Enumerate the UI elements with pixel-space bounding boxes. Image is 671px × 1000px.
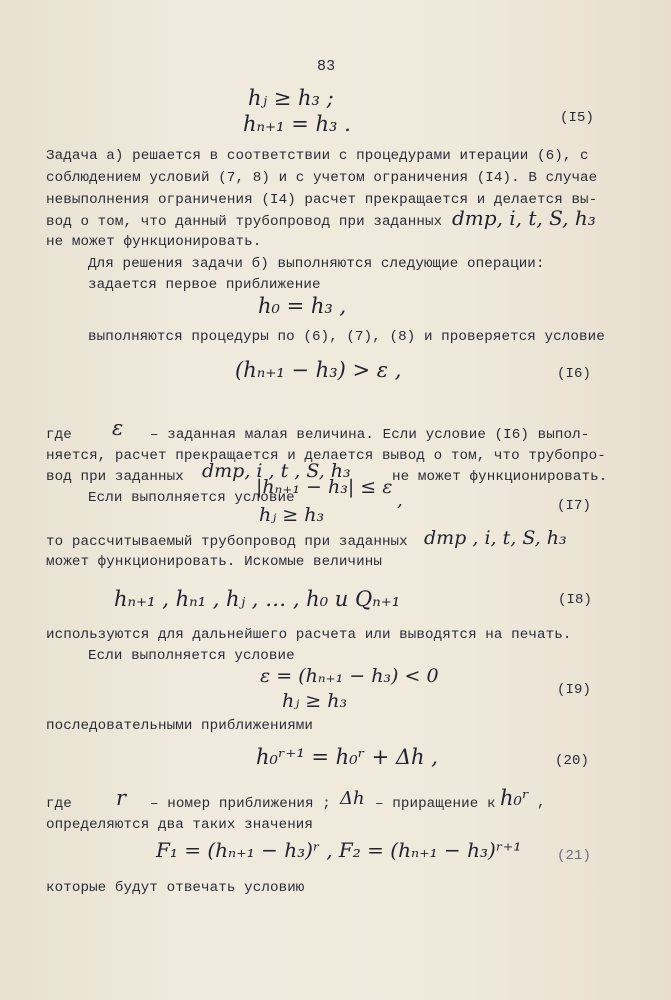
inline-formula-params: dтр, i , t , S, h₃ [202, 460, 351, 482]
equation-number-15: (I5) [560, 110, 595, 126]
paragraph-line-start: то рассчитываемый трубопровод при заданных [46, 534, 408, 550]
equation-number-21: (21) [557, 848, 592, 864]
inline-formula-params: dтр , i, t, S, h₃ [424, 527, 567, 549]
formula-19-line1: ε = (hₙ₊₁ − h₃) < 0 [260, 665, 439, 687]
paragraph-line: вод о том, что данный трубопровод при заданных [46, 214, 443, 230]
epsilon-symbol: ε [112, 416, 124, 440]
paragraph-line: может функционировать. Искомые величины [46, 554, 382, 570]
paragraph-line: не может функционировать. [46, 234, 262, 250]
formula-first-approximation: h₀ = h₃ , [258, 294, 347, 318]
equation-number-19: (I9) [557, 682, 592, 698]
formula-17-line2: hⱼ ≥ h₃ [259, 504, 325, 526]
paragraph-line: задается первое приближение [88, 277, 321, 293]
delta-h-symbol: Δh [340, 788, 365, 809]
equation-number-20: (20) [555, 753, 590, 769]
paragraph-line-start: где [46, 796, 72, 812]
paragraph-line-start: вод при заданных [46, 469, 184, 485]
page-number: 83 [317, 58, 336, 75]
formula-15-line1: hⱼ ≥ h₃ ; [248, 86, 334, 110]
paragraph-line: невыполнения ограничения (I4) расчет прекращается и делается вы- [46, 192, 598, 208]
paragraph-line: Если выполняется условие [88, 490, 295, 506]
formula-21: F₁ = (hₙ₊₁ − h₃)ʳ , F₂ = (hₙ₊₁ − h₃)ʳ⁺¹ [156, 838, 522, 862]
r-symbol: r [116, 786, 127, 810]
formula-20: h₀ʳ⁺¹ = h₀ʳ + Δh , [256, 745, 438, 769]
paragraph-line: , [537, 795, 546, 811]
paragraph-line: Для решения задачи б) выполняются следующие операции: [88, 256, 545, 272]
paragraph-line: определяются два таких значения [46, 817, 314, 833]
paragraph-line: Если выполняется условие [88, 648, 295, 664]
equation-number-16: (I6) [557, 366, 592, 382]
paragraph-line: Задача а) решается в соответствии с процедурами итерации (6), с [46, 148, 589, 164]
paragraph-line: – заданная малая величина. Если условие (I6) выпол- [150, 427, 590, 443]
h0-r-symbol: h₀ʳ [500, 786, 530, 810]
formula-15-line2: hₙ₊₁ = h₃ . [243, 112, 351, 136]
formula-17-line1: |hₙ₊₁ − h₃| ≤ ε [256, 476, 393, 498]
paragraph-line: – приращение к [375, 796, 496, 812]
equation-number-18: (I8) [558, 592, 593, 608]
paragraph-line: няется, расчет прекращается и делается вывод о том, что трубопро- [46, 448, 606, 464]
paragraph-line-start: где [46, 427, 72, 443]
formula-19-line2: hⱼ ≥ h₃ [282, 690, 348, 712]
paragraph-line: которые будут отвечать условию [46, 880, 305, 896]
paragraph-line: соблюдением условий (7, 8) и с учетом ограничения (I4). В случае [46, 170, 598, 186]
paragraph-line: последовательными приближениями [46, 718, 314, 734]
paragraph-line: – номер приближения ; [150, 796, 331, 812]
formula-17-comma: , [397, 490, 403, 511]
paragraph-line: не может функционировать. [392, 469, 608, 485]
equation-number-17: (I7) [557, 498, 592, 514]
inline-formula-params: dтр, i, t, S, h₃ [452, 206, 596, 230]
formula-16: (hₙ₊₁ − h₃) > ε , [235, 358, 402, 382]
paragraph-line: выполняются процедуры по (6), (7), (8) и проверяется условие [88, 329, 605, 345]
paragraph-line: используются для дальнейшего расчета или выводятся на печать. [46, 627, 572, 643]
formula-18: hₙ₊₁ , hₙ₁ , hⱼ , … , h₀ и Qₙ₊₁ [114, 587, 401, 611]
